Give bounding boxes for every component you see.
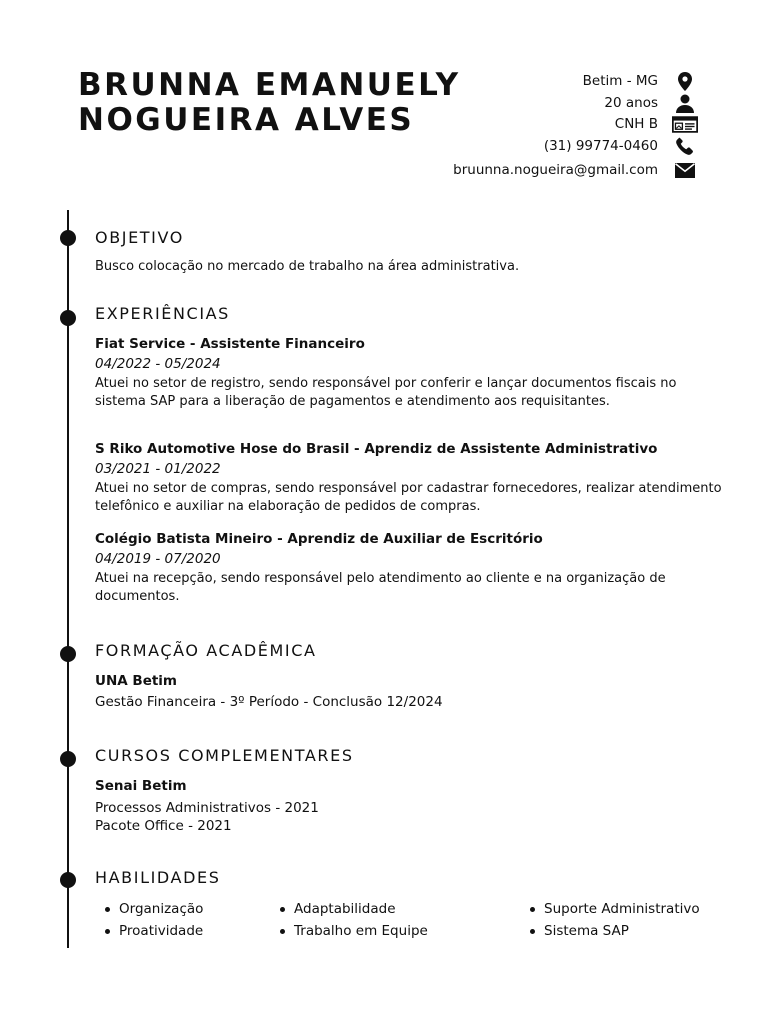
location-text: Betim - MG [582, 73, 658, 89]
contact-info [453, 71, 658, 182]
job-title: Colégio Batista Mineiro - Aprendiz de Auxiliar de Escritório [95, 531, 543, 547]
license-text: CNH B [614, 116, 658, 132]
name-line-1: BRUNNA EMANUELY [78, 67, 461, 103]
formacao-block [95, 671, 725, 713]
envelope-icon [672, 160, 698, 182]
cursos-heading: CURSOS COMPLEMENTARES [95, 746, 354, 765]
objetivo-text: Busco colocação no mercado de trabalho na área administrativa. [95, 259, 520, 274]
job-description: Atuei no setor de registro, sendo responsável por conferir e lançar documentos fiscais no sistema SAP para a liberação de pagamentos e atendimento aos requisitantes. [95, 376, 677, 409]
job-period: 04/2019 - 07/2020 [95, 551, 221, 567]
skill-item: Suporte Administrativo [528, 898, 700, 920]
job-period: 04/2022 - 05/2024 [95, 356, 221, 372]
age-text: 20 anos [604, 94, 658, 111]
skill-item: Proatividade [103, 920, 203, 942]
formacao-institution: UNA Betim [95, 673, 178, 689]
skills-column-1 [103, 898, 203, 942]
skills-column-3 [528, 898, 700, 942]
experience-item-3 [95, 529, 725, 606]
objetivo-heading: OBJETIVO [95, 228, 184, 247]
skill-item: Sistema SAP [528, 920, 700, 942]
phone-icon [672, 136, 698, 158]
curso-item: Pacote Office - 2021 [95, 818, 232, 834]
skill-item: Trabalho em Equipe [278, 920, 428, 942]
phone-text: (31) 99774-0460 [543, 137, 658, 154]
timeline-dot-cursos [60, 751, 76, 767]
timeline-dot-objetivo [60, 230, 76, 246]
job-title: S Riko Automotive Hose do Brasil - Aprendiz de Assistente Administrativo [95, 441, 658, 457]
timeline-dot-habilidades [60, 872, 76, 888]
formacao-detail: Gestão Financeira - 3º Período - Conclusão 12/2024 [95, 694, 443, 710]
experiencias-heading: EXPERIÊNCIAS [95, 304, 230, 323]
curso-item: Processos Administrativos - 2021 [95, 800, 319, 816]
job-description: Atuei na recepção, sendo responsável pelo atendimento ao cliente e na organização de documentos. [95, 571, 666, 604]
job-title: Fiat Service - Assistente Financeiro [95, 336, 365, 352]
candidate-name [78, 68, 461, 138]
person-icon [672, 93, 698, 115]
experience-item-2 [95, 439, 725, 516]
location-pin-icon [672, 71, 698, 93]
timeline-dot-experiencias [60, 310, 76, 326]
job-period: 03/2021 - 01/2022 [95, 461, 221, 477]
skill-item: Organização [103, 898, 203, 920]
name-line-2: NOGUEIRA ALVES [78, 102, 415, 138]
cursos-block [95, 776, 725, 835]
experience-item-1 [95, 334, 725, 411]
job-description: Atuei no setor de compras, sendo responsável por cadastrar fornecedores, realizar atendimento telefônico e auxiliar na elaboração de pedidos de compras. [95, 481, 722, 514]
habilidades-heading: HABILIDADES [95, 868, 221, 887]
skill-item: Adaptabilidade [278, 898, 428, 920]
email-text: bruunna.nogueira@gmail.com [453, 162, 658, 178]
formacao-heading: FORMAÇÃO ACADÊMICA [95, 641, 317, 660]
skills-column-2 [278, 898, 428, 942]
timeline-dot-formacao [60, 646, 76, 662]
contact-icons [672, 71, 698, 182]
id-card-icon [672, 114, 698, 136]
cursos-institution: Senai Betim [95, 778, 187, 794]
